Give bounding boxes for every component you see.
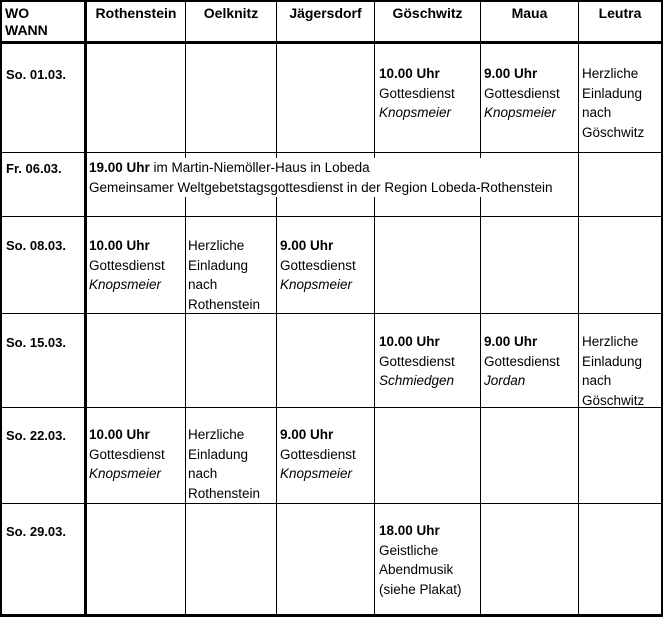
entry-maua — [484, 64, 560, 123]
entry-type: Gottesdienst — [89, 257, 165, 273]
entry-goeschwitz — [379, 64, 455, 123]
header-jaegersdorf: Jägersdorf — [289, 5, 362, 21]
entry-time: 10.00 Uhr — [89, 238, 150, 253]
entry-line: Rothenstein — [188, 296, 261, 312]
header-maua: Maua — [511, 5, 548, 21]
entry-type: Gottesdienst — [379, 85, 455, 101]
column-rule — [276, 0, 277, 617]
entry-person: Schmiedgen — [379, 373, 455, 388]
entry-person: Knopsmeier — [484, 105, 557, 120]
entry-goeschwitz — [379, 332, 455, 391]
entry-type: Gottesdienst — [89, 446, 165, 462]
entry-maua — [484, 332, 560, 391]
entry-line: Göschwitz — [582, 124, 645, 140]
entry-rothenstein — [89, 425, 165, 484]
entry-line: Rothenstein — [188, 485, 261, 501]
entry-place: im Martin-Niemöller-Haus in Lobeda — [149, 160, 370, 175]
row-date: So. 29.03. — [6, 524, 66, 539]
entry-line: (siehe Plakat) — [379, 581, 462, 597]
row-rule — [0, 503, 663, 504]
entry-time: 10.00 Uhr — [379, 334, 440, 349]
entry-rothenstein — [89, 236, 165, 295]
entry-time: 10.00 Uhr — [379, 66, 440, 81]
entry-line: Geistliche — [379, 542, 439, 558]
entry-person: Knopsmeier — [280, 277, 353, 292]
entry-line: Abendmusik — [379, 562, 454, 577]
entry-time: 9.00 Uhr — [484, 66, 538, 81]
column-rule — [374, 0, 375, 617]
entry-time: 10.00 Uhr — [89, 427, 150, 442]
entry-type: Gottesdienst — [280, 257, 356, 273]
entry-type: Gottesdienst — [280, 446, 356, 462]
row-date: Fr. 06.03. — [6, 161, 62, 176]
header-wo: WO — [5, 5, 30, 21]
header-oelknitz: Oelknitz — [203, 5, 259, 21]
entry-person: Knopsmeier — [89, 466, 162, 481]
row-date: So. 22.03. — [6, 428, 66, 443]
entry-line: Einladung — [188, 257, 249, 273]
entry-description: Gemeinsamer Weltgebetstagsgottesdienst in der Region Lobeda-Rothenstein — [89, 179, 553, 195]
entry-type: Gottesdienst — [379, 353, 455, 369]
header-wo-wann — [5, 5, 48, 39]
entry-line: Einladung — [582, 85, 643, 101]
entry-leutra — [582, 64, 644, 142]
entry-time: 9.00 Uhr — [484, 334, 538, 349]
row-date: So. 08.03. — [6, 238, 66, 253]
entry-time: 9.00 Uhr — [280, 427, 334, 442]
entry-time: 19.00 Uhr — [89, 160, 150, 175]
header-rule — [0, 41, 663, 44]
entry-time: 9.00 Uhr — [280, 238, 334, 253]
entry-line: Einladung — [188, 446, 249, 462]
column-rule — [578, 0, 579, 617]
entry-line: nach — [188, 466, 218, 481]
entry-type: Gottesdienst — [484, 353, 560, 369]
entry-line: nach — [582, 105, 612, 120]
row-rule — [0, 152, 663, 153]
entry-line: Göschwitz — [582, 392, 645, 408]
header-leutra: Leutra — [598, 5, 642, 21]
header-wann: WANN — [5, 22, 48, 38]
border-bottom — [0, 614, 663, 617]
entry-line: nach — [188, 277, 218, 292]
column-rule — [480, 0, 481, 617]
entry-person: Knopsmeier — [89, 277, 162, 292]
entry-weltgebetstag — [89, 158, 555, 197]
entry-line: Herzliche — [188, 238, 245, 253]
entry-oelknitz — [188, 425, 260, 503]
row-date: So. 01.03. — [6, 67, 66, 82]
entry-time: 18.00 Uhr — [379, 523, 440, 538]
entry-person: Knopsmeier — [379, 105, 452, 120]
border-top — [0, 0, 663, 2]
entry-leutra — [582, 332, 644, 410]
entry-type: Gottesdienst — [484, 85, 560, 101]
entry-oelknitz — [188, 236, 260, 314]
entry-line: Einladung — [582, 353, 643, 369]
entry-jaegersdorf — [280, 236, 356, 295]
column-rule — [185, 0, 186, 617]
column-rule — [84, 0, 87, 617]
border-left — [0, 0, 2, 617]
header-rothenstein: Rothenstein — [95, 5, 177, 21]
row-rule — [0, 216, 663, 217]
header-goeschwitz: Göschwitz — [392, 5, 463, 21]
entry-jaegersdorf — [280, 425, 356, 484]
entry-person: Jordan — [484, 373, 526, 388]
entry-line: Herzliche — [582, 66, 639, 81]
entry-line: nach — [582, 373, 612, 388]
entry-line: Herzliche — [582, 334, 639, 349]
entry-person: Knopsmeier — [280, 466, 353, 481]
row-rule — [0, 407, 663, 408]
entry-line: Herzliche — [188, 427, 245, 442]
entry-goeschwitz — [379, 521, 462, 599]
row-rule — [0, 313, 663, 314]
row-date: So. 15.03. — [6, 335, 66, 350]
